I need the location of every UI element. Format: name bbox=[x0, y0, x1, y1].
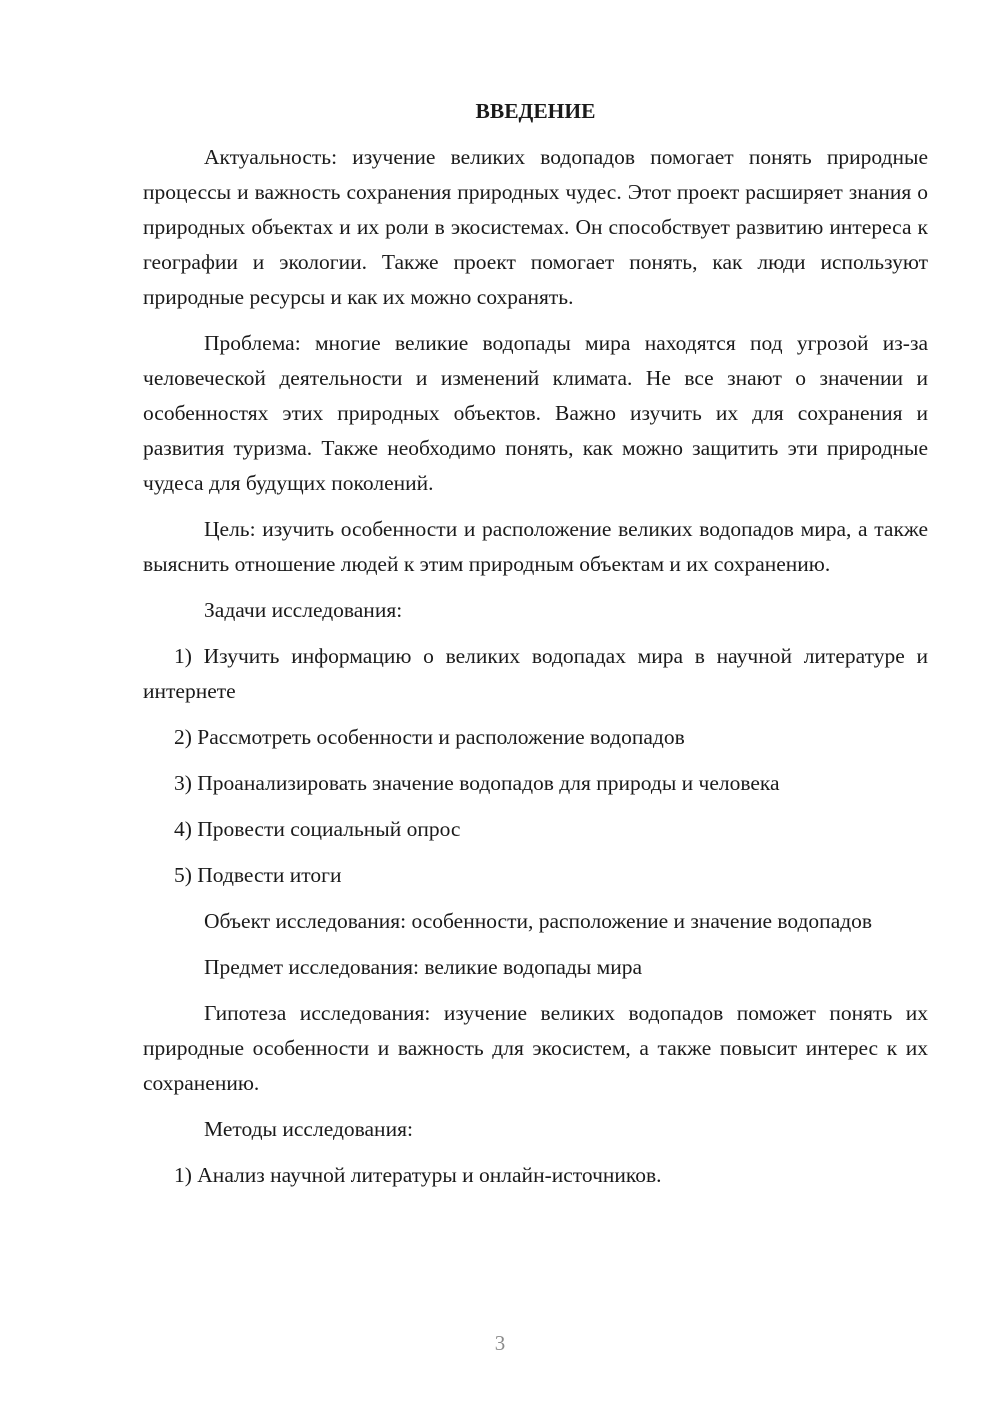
task-item-2: 2) Рассмотреть особенности и расположение водопадов bbox=[174, 725, 685, 749]
document-page bbox=[143, 94, 928, 1204]
relevance-paragraph: Актуальность: изучение великих водопадов помогает понять природные процессы и важность сохранения природных чудес. Этот проект расширяет знания о природных объектах и их роли в экосистемах. Он способствует развитию интереса к географии и экологии. Также проект помогает понять, как люди используют природные ресурсы и как их можно сохранять. bbox=[143, 145, 928, 309]
task-item-3: 3) Проанализировать значение водопадов для природы и человека bbox=[174, 771, 780, 795]
methods-heading: Методы исследования: bbox=[204, 1117, 413, 1141]
method-item-1: 1) Анализ научной литературы и онлайн-источников. bbox=[174, 1163, 662, 1187]
section-title: ВВЕДЕНИЕ bbox=[475, 99, 596, 123]
problem-paragraph: Проблема: многие великие водопады мира находятся под угрозой из-за человеческой деятельности и изменений климата. Не все знают о значении и особенностях этих природных объектов. Важно изучить их для сохранения и развития туризма. Также необходимо понять, как можно защитить эти природные чудеса для будущих поколений. bbox=[143, 331, 928, 495]
goal-paragraph: Цель: изучить особенности и расположение великих водопадов мира, а также выяснить отношение людей к этим природным объектам и их сохранению. bbox=[143, 517, 928, 576]
object-paragraph: Объект исследования: особенности, расположение и значение водопадов bbox=[204, 909, 873, 933]
task-item-5: 5) Подвести итоги bbox=[174, 863, 342, 887]
subject-paragraph: Предмет исследования: великие водопады мира bbox=[204, 955, 643, 979]
task-item-1: 1) Изучить информацию о великих водопадах мира в научной литературе и интернете bbox=[143, 644, 928, 703]
task-item-4: 4) Провести социальный опрос bbox=[174, 817, 461, 841]
hypothesis-paragraph: Гипотеза исследования: изучение великих водопадов поможет понять их природные особенности и важность для экосистем, а также повысит интерес к их сохранению. bbox=[143, 1001, 928, 1095]
page-number: 3 bbox=[494, 1331, 506, 1355]
tasks-heading: Задачи исследования: bbox=[204, 598, 403, 622]
